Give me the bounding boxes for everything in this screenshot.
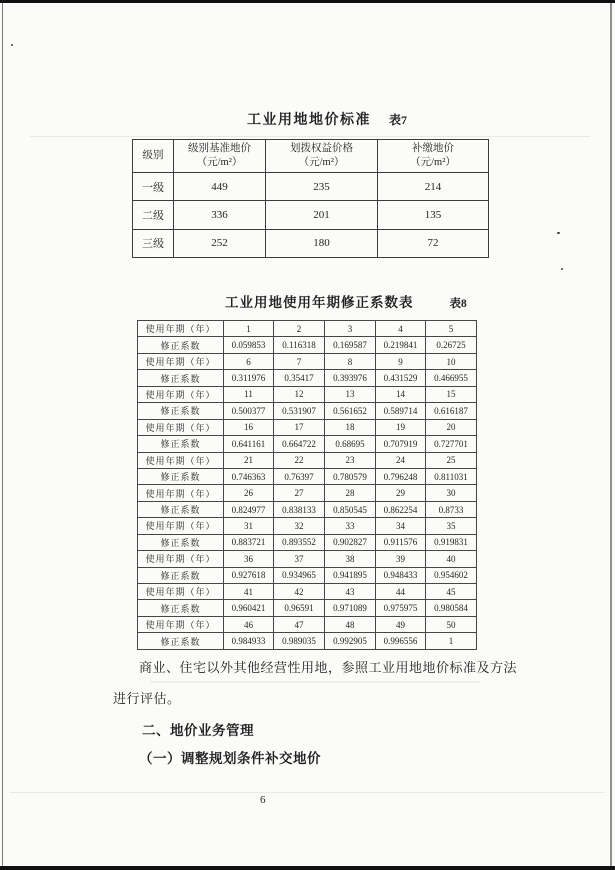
t8-coef-label: 修正系数: [138, 436, 224, 452]
t8-coef-label: 修正系数: [138, 534, 224, 550]
t8-year-label: 使用年期（年）: [138, 518, 224, 534]
t8-year-cell: 20: [426, 419, 477, 435]
t7-col-header-line2: （元/m²）: [196, 157, 243, 168]
t8-coef-row: [138, 534, 477, 550]
t7-value-cell: 135: [378, 201, 489, 229]
t8-year-cell: 19: [376, 419, 426, 435]
t8-coef-cell: 0.975975: [376, 600, 426, 616]
t8-coef-cell: 0.8733: [426, 501, 477, 517]
t8-coef-cell: 0.902827: [325, 534, 376, 550]
t8-year-row: [138, 452, 477, 468]
table7-title: 工业用地地价标准: [247, 113, 371, 128]
t8-year-cell: 9: [376, 353, 426, 369]
t8-year-cell: 43: [325, 584, 376, 600]
t8-coef-label: 修正系数: [138, 337, 224, 353]
t8-coef-cell: 0.746363: [224, 468, 274, 484]
t8-year-row: [138, 518, 477, 534]
t8-year-cell: 30: [426, 485, 477, 501]
scan-edge-right: [610, 3, 612, 866]
t8-coef-row: [138, 337, 477, 353]
t8-year-cell: 50: [426, 616, 477, 632]
t8-year-cell: 11: [224, 386, 274, 402]
scan-artifact-line: [150, 681, 480, 683]
t8-year-label: 使用年期（年）: [138, 485, 224, 501]
t8-year-cell: 7: [274, 353, 325, 369]
t8-year-row: [138, 321, 477, 337]
t7-value-cell: 214: [378, 173, 489, 201]
t8-coef-label: 修正系数: [138, 633, 224, 650]
t8-coef-cell: 0.116318: [274, 337, 325, 353]
t7-value-cell: 336: [174, 201, 266, 229]
t8-coef-cell: 0.927618: [224, 567, 274, 583]
t8-coef-cell: 0.960421: [224, 600, 274, 616]
scan-artifact-line: [30, 136, 590, 137]
t8-coef-cell: 0.919831: [426, 534, 477, 550]
t8-coef-cell: 0.641161: [224, 436, 274, 452]
t8-year-cell: 49: [376, 616, 426, 632]
t8-year-cell: 16: [224, 419, 274, 435]
t8-coef-label: 修正系数: [138, 468, 224, 484]
scan-speck: [557, 232, 560, 234]
t8-coef-cell: 0.971089: [325, 600, 376, 616]
t8-coef-row: [138, 501, 477, 517]
t8-year-cell: 14: [376, 386, 426, 402]
t8-coef-cell: 0.893552: [274, 534, 325, 550]
t8-year-row: [138, 551, 477, 567]
t8-coef-cell: 0.984933: [224, 633, 274, 650]
t8-coef-cell: 0.727701: [426, 436, 477, 452]
scan-edge-left: [2, 3, 3, 866]
t8-coef-cell: 0.862254: [376, 501, 426, 517]
t8-year-label: 使用年期（年）: [138, 452, 224, 468]
t8-year-row: [138, 485, 477, 501]
t8-year-cell: 32: [274, 518, 325, 534]
t8-year-cell: 15: [426, 386, 477, 402]
scan-edge-bottom: [0, 866, 615, 870]
t8-coef-cell: 0.980584: [426, 600, 477, 616]
t8-year-label: 使用年期（年）: [138, 551, 224, 567]
t8-year-cell: 29: [376, 485, 426, 501]
t8-coef-cell: 0.589714: [376, 403, 426, 419]
t8-year-cell: 18: [325, 419, 376, 435]
t8-year-cell: 3: [325, 321, 376, 337]
t8-coef-cell: 0.954602: [426, 567, 477, 583]
t8-coef-cell: 0.169587: [325, 337, 376, 353]
t8-coef-row: [138, 468, 477, 484]
t8-year-label: 使用年期（年）: [138, 584, 224, 600]
t8-year-label: 使用年期（年）: [138, 419, 224, 435]
t7-col-header: [133, 140, 174, 173]
t8-coef-label: 修正系数: [138, 600, 224, 616]
paragraph-line-1: 商业、住宅以外其他经营性用地，参照工业用地地价标准及方法: [139, 660, 518, 675]
t8-coef-cell: 0.811031: [426, 468, 477, 484]
t8-coef-cell: 0.989035: [274, 633, 325, 650]
t7-col-header-line1: 补缴地价: [412, 143, 454, 155]
t8-year-cell: 41: [224, 584, 274, 600]
t8-year-cell: 45: [426, 584, 477, 600]
t8-coef-cell: 0.500377: [224, 403, 274, 419]
t8-year-cell: 21: [224, 452, 274, 468]
t7-data-row: [133, 173, 489, 201]
t8-coef-cell: 0.311976: [224, 370, 274, 386]
t8-year-cell: 22: [274, 452, 325, 468]
t8-coef-cell: 0.934965: [274, 567, 325, 583]
t8-year-cell: 8: [325, 353, 376, 369]
t7-col-header-line2: （元/m²）: [410, 157, 456, 168]
t8-year-cell: 2: [274, 321, 325, 337]
t8-year-row: [138, 584, 477, 600]
t8-year-label: 使用年期（年）: [138, 386, 224, 402]
subsection-heading: （一）调整规划条件补交地价: [139, 751, 321, 766]
t8-year-cell: 5: [426, 321, 477, 337]
t8-year-cell: 28: [325, 485, 376, 501]
t8-year-cell: 25: [426, 452, 477, 468]
t7-value-cell: 235: [266, 173, 378, 201]
t8-coef-cell: 0.96591: [274, 600, 325, 616]
t8-coef-cell: 0.059853: [224, 337, 274, 353]
t8-coef-cell: 0.883721: [224, 534, 274, 550]
t8-coef-cell: 0.824977: [224, 501, 274, 517]
t8-coef-row: [138, 600, 477, 616]
t8-year-cell: 33: [325, 518, 376, 534]
t7-value-cell: 201: [266, 201, 378, 229]
t8-year-cell: 26: [224, 485, 274, 501]
t7-col-header-line1: 级别基准地价: [188, 143, 251, 155]
t8-year-cell: 37: [274, 551, 325, 567]
t8-year-cell: 38: [325, 551, 376, 567]
t8-coef-cell: 0.948433: [376, 567, 426, 583]
scan-speck: [11, 44, 13, 46]
t8-year-cell: 47: [274, 616, 325, 632]
t8-coef-cell: 0.992905: [325, 633, 376, 650]
t8-year-cell: 13: [325, 386, 376, 402]
t8-year-row: [138, 616, 477, 632]
t8-coef-cell: 0.68695: [325, 436, 376, 452]
t8-coef-cell: 0.35417: [274, 370, 325, 386]
t8-coef-row: [138, 436, 477, 452]
section-heading: 二、地价业务管理: [142, 723, 254, 738]
t7-value-cell: 72: [378, 229, 489, 257]
t8-year-cell: 17: [274, 419, 325, 435]
t8-coef-row: [138, 567, 477, 583]
t8-coef-cell: 0.616187: [426, 403, 477, 419]
t7-data-row: [133, 229, 489, 257]
t8-year-cell: 34: [376, 518, 426, 534]
t8-year-cell: 24: [376, 452, 426, 468]
t8-coef-cell: 0.531907: [274, 403, 325, 419]
t8-year-row: [138, 419, 477, 435]
t7-level-cell: 一级: [133, 173, 174, 201]
t8-year-cell: 36: [224, 551, 274, 567]
t8-coef-cell: 0.796248: [376, 468, 426, 484]
t7-col-header-line1: 划拨权益价格: [290, 143, 353, 155]
t7-col-header-line2: （元/m²）: [298, 157, 345, 168]
scan-artifact-line: [10, 792, 605, 793]
t8-coef-label: 修正系数: [138, 501, 224, 517]
t8-year-cell: 1: [224, 321, 274, 337]
table8-caption: [225, 291, 467, 311]
t8-year-cell: 27: [274, 485, 325, 501]
t8-coef-cell: 0.431529: [376, 370, 426, 386]
t8-coef-cell: 0.996556: [376, 633, 426, 650]
t8-year-cell: 6: [224, 353, 274, 369]
t8-coef-row: [138, 633, 477, 650]
t7-col-header: [266, 140, 378, 173]
table7-tag: 表7: [389, 113, 408, 127]
t7-col-header: [378, 140, 489, 173]
t8-year-label: 使用年期（年）: [138, 353, 224, 369]
t8-year-cell: 4: [376, 321, 426, 337]
t8-year-label: 使用年期（年）: [138, 321, 224, 337]
t8-year-row: [138, 353, 477, 369]
t8-coef-cell: 0.393976: [325, 370, 376, 386]
t7-col-header-line1: 级别: [142, 150, 164, 162]
t8-year-cell: 31: [224, 518, 274, 534]
t8-coef-label: 修正系数: [138, 567, 224, 583]
t7-value-cell: 180: [266, 229, 378, 257]
t8-year-cell: 40: [426, 551, 477, 567]
page-number: 6: [260, 794, 266, 806]
t8-year-cell: 39: [376, 551, 426, 567]
t7-col-header: [174, 140, 266, 173]
t8-coef-row: [138, 403, 477, 419]
table7-header-row: [133, 140, 489, 173]
t8-coef-cell: 0.466955: [426, 370, 477, 386]
t8-coef-cell: 1: [426, 633, 477, 650]
t8-year-cell: 42: [274, 584, 325, 600]
table8-title: 工业用地使用年期修正系数表: [225, 295, 414, 310]
t8-coef-cell: 0.707919: [376, 436, 426, 452]
use-period-coefficient-table: [137, 320, 477, 650]
t8-coef-cell: 0.219841: [376, 337, 426, 353]
t7-data-row: [133, 201, 489, 229]
t8-year-cell: 12: [274, 386, 325, 402]
t8-coef-cell: 0.850545: [325, 501, 376, 517]
t7-level-cell: 三级: [133, 229, 174, 257]
t8-coef-cell: 0.26725: [426, 337, 477, 353]
t8-coef-label: 修正系数: [138, 403, 224, 419]
t8-year-row: [138, 386, 477, 402]
t7-value-cell: 252: [174, 229, 266, 257]
t7-level-cell: 二级: [133, 201, 174, 229]
scan-edge-top: [0, 0, 615, 3]
scan-speck: [561, 268, 563, 270]
t8-coef-cell: 0.941895: [325, 567, 376, 583]
industrial-land-price-table: [132, 139, 489, 258]
t8-year-cell: 46: [224, 616, 274, 632]
table7-caption: [247, 109, 407, 129]
t8-coef-cell: 0.76397: [274, 468, 325, 484]
t8-coef-label: 修正系数: [138, 370, 224, 386]
t8-coef-cell: 0.911576: [376, 534, 426, 550]
t8-year-cell: 48: [325, 616, 376, 632]
t8-coef-row: [138, 370, 477, 386]
t8-coef-cell: 0.838133: [274, 501, 325, 517]
table8-tag: 表8: [449, 298, 467, 310]
t8-coef-cell: 0.561652: [325, 403, 376, 419]
t8-year-label: 使用年期（年）: [138, 616, 224, 632]
t8-year-cell: 44: [376, 584, 426, 600]
t8-coef-cell: 0.664722: [274, 436, 325, 452]
t8-year-cell: 23: [325, 452, 376, 468]
t8-coef-cell: 0.780579: [325, 468, 376, 484]
t8-year-cell: 35: [426, 518, 477, 534]
t7-value-cell: 449: [174, 173, 266, 201]
t8-year-cell: 10: [426, 353, 477, 369]
paragraph-line-2: 进行评估。: [113, 691, 181, 706]
